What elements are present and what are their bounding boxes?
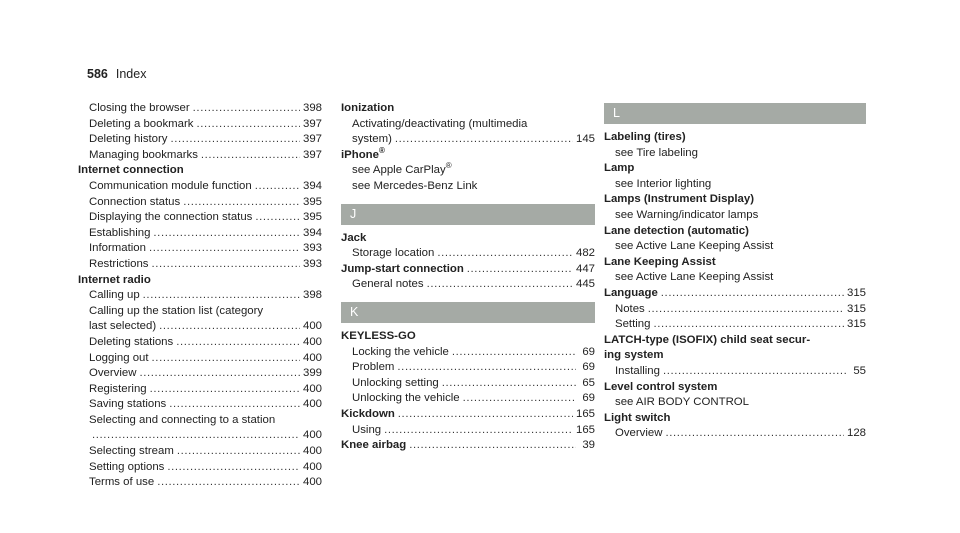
entry-label: Establishing <box>89 226 151 239</box>
page-reference[interactable]: 395 <box>302 211 322 224</box>
page-reference[interactable]: 315 <box>846 302 866 315</box>
page-reference[interactable]: 145 <box>575 133 595 146</box>
leader-dots <box>201 148 300 164</box>
leader-dots <box>665 426 844 442</box>
index-subentry[interactable] <box>78 366 322 382</box>
index-heading <box>604 333 866 349</box>
page-reference[interactable]: 69 <box>582 361 595 374</box>
registered-mark: ® <box>378 145 385 155</box>
leader-dots <box>463 391 576 407</box>
page-reference[interactable]: 394 <box>302 179 322 192</box>
page-reference[interactable]: 69 <box>582 345 595 358</box>
page-reference[interactable]: 393 <box>302 257 322 270</box>
entry-label: see AIR BODY CONTROL <box>615 396 749 409</box>
entry-label: Deleting history <box>89 133 168 146</box>
entry-label: Lamp <box>604 162 635 175</box>
leader-dots <box>149 241 300 257</box>
entry-label: Lane detection (automatic) <box>604 224 749 237</box>
entry-label: Managing bookmarks <box>89 148 198 161</box>
index-subentry[interactable] <box>604 317 866 333</box>
entry-label: Connection status <box>89 195 181 208</box>
entry-label: Deleting a bookmark <box>89 117 194 130</box>
index-subentry[interactable] <box>78 210 322 226</box>
index-heading <box>604 130 866 146</box>
page-reference[interactable]: 400 <box>302 351 322 364</box>
index-subentry[interactable] <box>341 360 595 376</box>
index-subentry[interactable] <box>78 397 322 413</box>
entry-label: Activating/deactivating (multimedia <box>352 117 528 130</box>
index-heading <box>341 329 595 345</box>
index-subentry[interactable] <box>78 428 322 444</box>
index-reference[interactable] <box>604 239 866 255</box>
entry-label: Logging out <box>89 351 149 364</box>
entry-label: iPhone <box>341 148 379 161</box>
page-number: 586 <box>87 67 108 81</box>
page-reference[interactable]: 398 <box>302 102 322 114</box>
entry-label: Calling up <box>89 289 140 302</box>
index-subentry[interactable] <box>78 319 322 335</box>
index-heading <box>341 231 595 247</box>
index-reference[interactable] <box>604 146 866 162</box>
index-subentry[interactable] <box>78 460 322 476</box>
index-subentry[interactable] <box>341 345 595 361</box>
index-subentry[interactable] <box>78 117 322 133</box>
entry-label: Jump-start connection <box>341 262 464 275</box>
page-reference[interactable]: 400 <box>302 445 322 458</box>
entry-label: Calling up the station list (category <box>89 304 264 317</box>
page-reference[interactable]: 393 <box>302 242 322 255</box>
page-reference[interactable]: 128 <box>846 427 866 440</box>
entry-label: Selecting and connecting to a station <box>89 413 276 426</box>
entry-label: Saving stations <box>89 398 167 411</box>
entry-label: LATCH-type (ISOFIX) child seat secur- <box>604 333 811 346</box>
leader-dots <box>255 210 300 226</box>
letter-section-header: K <box>341 302 595 323</box>
page-reference[interactable]: 397 <box>302 133 322 146</box>
index-reference[interactable] <box>341 163 595 179</box>
entry-label: Jack <box>341 231 367 244</box>
page-reference[interactable]: 394 <box>302 226 322 239</box>
index-reference[interactable] <box>604 177 866 193</box>
index-heading <box>604 224 866 240</box>
index-subentry[interactable] <box>78 351 322 367</box>
index-subentry[interactable] <box>78 241 322 257</box>
index-heading <box>604 192 866 208</box>
page-reference[interactable]: 398 <box>302 289 322 302</box>
letter-section-header: L <box>604 103 866 124</box>
page-reference[interactable]: 65 <box>582 376 595 389</box>
index-reference[interactable] <box>341 117 595 133</box>
index-heading <box>604 380 866 396</box>
index-reference[interactable] <box>78 413 322 429</box>
entry-label: Overview <box>615 427 663 440</box>
index-reference[interactable] <box>604 270 866 286</box>
registered-mark: ® <box>445 161 452 171</box>
page-reference[interactable]: 445 <box>575 278 595 291</box>
entry-label: Overview <box>89 367 137 380</box>
index-column-3 <box>604 101 866 442</box>
leader-dots <box>143 288 300 304</box>
entry-label: Restrictions <box>89 257 149 270</box>
page-header <box>87 67 146 84</box>
index-entry[interactable] <box>341 262 595 278</box>
entry-label: Internet connection <box>78 164 184 177</box>
index-subentry[interactable] <box>78 382 322 398</box>
index-subentry[interactable] <box>604 426 866 442</box>
leader-dots <box>169 397 300 413</box>
entry-label: Unlocking setting <box>352 376 439 389</box>
entry-label: see Interior lighting <box>615 177 712 190</box>
index-heading <box>604 348 866 364</box>
entry-label: Light switch <box>604 411 671 424</box>
page-reference[interactable]: 399 <box>302 367 322 380</box>
index-heading <box>341 145 595 164</box>
page-reference[interactable]: 397 <box>302 117 322 130</box>
index-entry[interactable] <box>341 438 595 454</box>
entry-label: ing system <box>604 349 664 362</box>
leader-dots <box>661 286 844 302</box>
leader-dots <box>255 179 300 195</box>
index-heading <box>78 273 322 289</box>
page-reference[interactable]: 400 <box>302 476 322 489</box>
leader-dots <box>177 444 300 460</box>
entry-label: Kickdown <box>341 407 395 420</box>
index-subentry[interactable] <box>78 101 322 117</box>
leader-dots <box>193 101 300 117</box>
page-reference[interactable]: 400 <box>302 460 322 473</box>
index-subentry[interactable] <box>78 288 322 304</box>
leader-dots <box>152 257 300 273</box>
entry-label: Closing the browser <box>89 102 190 114</box>
leader-dots <box>437 246 573 262</box>
leader-dots <box>442 376 576 392</box>
leader-dots <box>167 460 300 476</box>
page-reference[interactable]: 55 <box>853 364 866 377</box>
entry-label: Labeling (tires) <box>604 131 686 143</box>
entry-label: see Tire labeling <box>615 146 698 159</box>
leader-dots <box>171 132 300 148</box>
page-reference[interactable]: 165 <box>575 407 595 420</box>
entry-label: Ionization <box>341 102 395 114</box>
page-reference[interactable]: 39 <box>582 439 595 452</box>
leader-dots <box>196 117 300 133</box>
leader-dots <box>452 345 576 361</box>
entry-label: Selecting stream <box>89 445 174 458</box>
entry-label: Setting <box>615 318 651 331</box>
entry-label: Deleting stations <box>89 335 174 348</box>
index-subentry[interactable] <box>341 277 595 293</box>
index-subentry[interactable] <box>78 444 322 460</box>
index-reference[interactable] <box>604 208 866 224</box>
leader-dots <box>663 364 847 380</box>
index-heading <box>604 411 866 427</box>
entry-label: Knee airbag <box>341 439 407 452</box>
entry-label: see Active Lane Keeping Assist <box>615 271 774 284</box>
entry-label: Notes <box>615 302 645 315</box>
entry-label: Installing <box>615 364 660 377</box>
index-subentry[interactable] <box>78 132 322 148</box>
leader-dots <box>653 317 844 333</box>
page-reference[interactable]: 397 <box>302 148 322 161</box>
entry-label: Registering <box>89 382 147 395</box>
page-reference[interactable]: 400 <box>302 429 322 442</box>
index-entry[interactable] <box>341 407 595 423</box>
index-reference[interactable] <box>78 304 322 320</box>
index-entry[interactable] <box>604 286 866 302</box>
entry-label: General notes <box>352 278 424 291</box>
index-subentry[interactable] <box>78 335 322 351</box>
index-subentry[interactable] <box>604 302 866 318</box>
index-subentry[interactable] <box>341 246 595 262</box>
entry-label: see Warning/indicator lamps <box>615 208 759 221</box>
index-subentry[interactable] <box>78 226 322 242</box>
leader-dots <box>398 407 573 423</box>
page-reference[interactable]: 400 <box>302 335 322 348</box>
leader-dots <box>159 319 300 335</box>
entry-label: Communication module function <box>89 179 252 192</box>
entry-label: Setting options <box>89 460 165 473</box>
entry-label: Locking the vehicle <box>352 345 449 358</box>
leader-dots <box>183 195 300 211</box>
entry-label: Using <box>352 423 382 436</box>
page-reference[interactable]: 69 <box>582 392 595 405</box>
page-reference[interactable]: 395 <box>302 195 322 208</box>
entry-label: Problem <box>352 361 395 374</box>
entry-label: Storage location <box>352 247 435 260</box>
leader-dots <box>427 277 573 293</box>
leader-dots <box>152 351 300 367</box>
entry-label: system) <box>352 133 392 146</box>
leader-dots <box>384 423 573 439</box>
leader-dots <box>150 382 300 398</box>
entry-label: Language <box>604 286 658 299</box>
entry-label: Terms of use <box>89 476 155 489</box>
entry-label: Lane Keeping Assist <box>604 255 716 268</box>
leader-dots <box>467 262 573 278</box>
section-title: Index <box>115 67 147 81</box>
index-heading <box>604 255 866 271</box>
index-reference[interactable] <box>341 179 595 195</box>
index-heading <box>341 101 595 117</box>
entry-label: last selected) <box>89 320 157 333</box>
page-reference[interactable]: 165 <box>575 423 595 436</box>
letter-section-header: J <box>341 204 595 225</box>
index-subentry[interactable] <box>604 364 866 380</box>
entry-label: Lamps (Instrument Display) <box>604 193 755 206</box>
leader-dots <box>395 132 573 148</box>
index-column-2 <box>341 101 595 454</box>
index-subentry[interactable] <box>341 423 595 439</box>
page-reference[interactable]: 482 <box>575 247 595 260</box>
entry-label: see Active Lane Keeping Assist <box>615 240 774 253</box>
entry-label: KEYLESS-GO <box>341 329 416 342</box>
entry-label: Unlocking the vehicle <box>352 392 460 405</box>
leader-dots <box>153 226 300 242</box>
leader-dots <box>176 335 300 351</box>
page-reference[interactable]: 315 <box>846 318 866 331</box>
page-reference[interactable]: 400 <box>302 382 322 395</box>
page-reference[interactable]: 400 <box>302 320 322 333</box>
index-subentry[interactable] <box>78 179 322 195</box>
index-subentry[interactable] <box>78 475 322 491</box>
entry-label: Level control system <box>604 380 718 393</box>
index-heading <box>78 163 322 179</box>
entry-label: see Apple CarPlay <box>352 164 446 177</box>
leader-dots <box>409 438 576 454</box>
leader-dots <box>397 360 576 376</box>
index-subentry[interactable] <box>78 195 322 211</box>
index-subentry[interactable] <box>78 257 322 273</box>
page-reference[interactable]: 400 <box>302 398 322 411</box>
leader-dots <box>139 366 300 382</box>
entry-label: see Mercedes-Benz Link <box>352 179 478 192</box>
index-heading <box>604 161 866 177</box>
leader-dots <box>648 302 844 318</box>
entry-label: Displaying the connection status <box>89 211 253 224</box>
entry-label: Internet radio <box>78 273 151 286</box>
leader-dots <box>157 475 300 491</box>
index-reference[interactable] <box>604 395 866 411</box>
index-subentry[interactable] <box>341 376 595 392</box>
leader-dots <box>92 428 300 444</box>
index-column-1 <box>78 101 322 491</box>
entry-label: Information <box>89 242 146 255</box>
page-reference[interactable]: 447 <box>575 262 595 275</box>
index-subentry[interactable] <box>341 391 595 407</box>
index-subentry[interactable] <box>78 148 322 164</box>
page-reference[interactable]: 315 <box>846 286 866 299</box>
